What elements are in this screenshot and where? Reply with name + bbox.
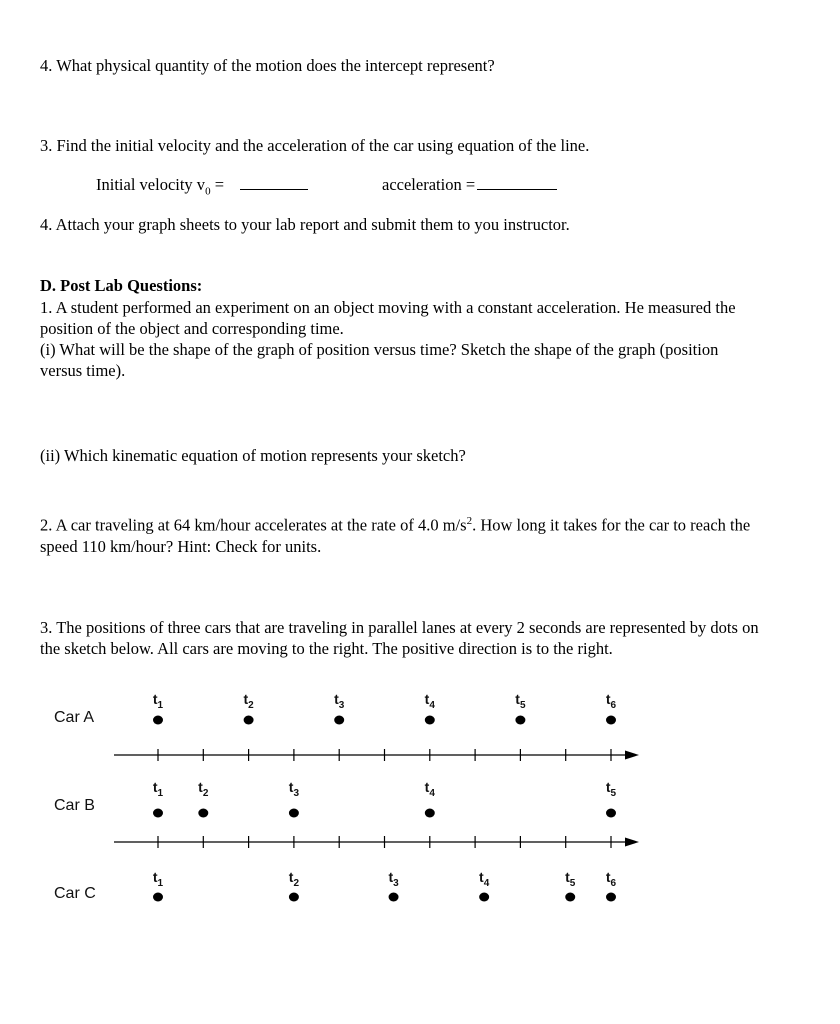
initial-velocity-blank[interactable] xyxy=(240,175,308,190)
car-label: Car A xyxy=(54,709,95,726)
position-dot xyxy=(153,716,163,725)
position-dot xyxy=(289,809,299,818)
time-label: $t_2$ xyxy=(288,869,300,889)
time-label: $t_1$ xyxy=(152,779,164,799)
post-lab-q3: 3. The positions of three cars that are traveling in parallel lanes at every 2 seconds are represented by dots on the sketch below. All cars are moving to the right. The positive direction is to the right. xyxy=(40,618,759,658)
time-label: $t_6$ xyxy=(605,869,617,889)
position-dot xyxy=(389,893,399,902)
position-dot xyxy=(425,809,435,818)
time-label: $t_4$ xyxy=(424,691,435,711)
position-dot xyxy=(334,716,344,725)
time-label: $t_3$ xyxy=(334,691,345,711)
time-label: $t_1$ xyxy=(152,869,164,889)
time-label: $t_5$ xyxy=(515,691,526,711)
car-label: Car B xyxy=(54,797,95,814)
acceleration-label: acceleration = xyxy=(382,175,476,194)
position-dot xyxy=(198,809,208,818)
time-label: $t_1$ xyxy=(152,691,164,711)
initial-velocity-subscript: 0 xyxy=(205,185,211,198)
time-label: $t_4$ xyxy=(479,869,490,889)
position-dot xyxy=(606,893,616,902)
position-dot xyxy=(244,716,254,725)
acceleration-row xyxy=(382,175,557,195)
time-label: $t_3$ xyxy=(388,869,399,889)
position-dot xyxy=(289,893,299,902)
position-dot xyxy=(606,809,616,818)
position-dot xyxy=(515,716,525,725)
initial-velocity-label: Initial velocity v xyxy=(96,175,206,194)
time-label: $t_5$ xyxy=(605,779,617,799)
time-label: $t_2$ xyxy=(198,779,209,799)
time-label: $t_4$ xyxy=(424,779,435,799)
question-find-velocity: 3. Find the initial velocity and the acceleration of the car using equation of the line. xyxy=(40,136,590,155)
time-label: $t_2$ xyxy=(243,691,254,711)
car-label: Car C xyxy=(54,885,96,902)
post-lab-q2-text-b: . How long it takes for the car to reach the speed 110 km/hour? Hint: Check for units. xyxy=(40,515,751,556)
time-label: $t_6$ xyxy=(605,691,617,711)
time-label: $t_5$ xyxy=(565,869,576,889)
position-dot xyxy=(153,809,163,818)
position-dot xyxy=(565,893,575,902)
acceleration-blank[interactable] xyxy=(477,175,557,190)
post-lab-q2 xyxy=(40,511,760,557)
question-attach: 4. Attach your graph sheets to your lab report and submit them to you instructor. xyxy=(40,215,570,234)
initial-velocity-row xyxy=(96,175,308,197)
axis-arrow xyxy=(625,751,639,760)
post-lab-heading: D. Post Lab Questions: xyxy=(40,276,203,295)
post-lab-q2-text-a: 2. A car traveling at 64 km/hour accelerates at the rate of 4.0 m/s xyxy=(40,515,467,535)
car-dot-sketch xyxy=(0,680,700,920)
question-intercept: 4. What physical quantity of the motion does the intercept represent? xyxy=(40,56,495,75)
position-dot xyxy=(606,716,616,725)
position-dot xyxy=(425,716,435,725)
post-lab-q1-part-i: (i) What will be the shape of the graph of position versus time? Sketch the shape of the graph (position versus time). xyxy=(40,340,719,380)
post-lab-q1-part-ii: (ii) Which kinematic equation of motion represents your sketch? xyxy=(40,446,466,465)
time-label: $t_3$ xyxy=(288,779,300,799)
position-dot xyxy=(153,893,163,902)
position-dot xyxy=(479,893,489,902)
post-lab-q2-superscript: 2 xyxy=(466,515,473,527)
post-lab-q1-intro: 1. A student performed an experiment on an object moving with a constant acceleration. He measured the position of the object and corresponding time. xyxy=(40,298,736,338)
initial-velocity-equals: = xyxy=(210,175,224,194)
axis-arrow xyxy=(625,838,639,847)
